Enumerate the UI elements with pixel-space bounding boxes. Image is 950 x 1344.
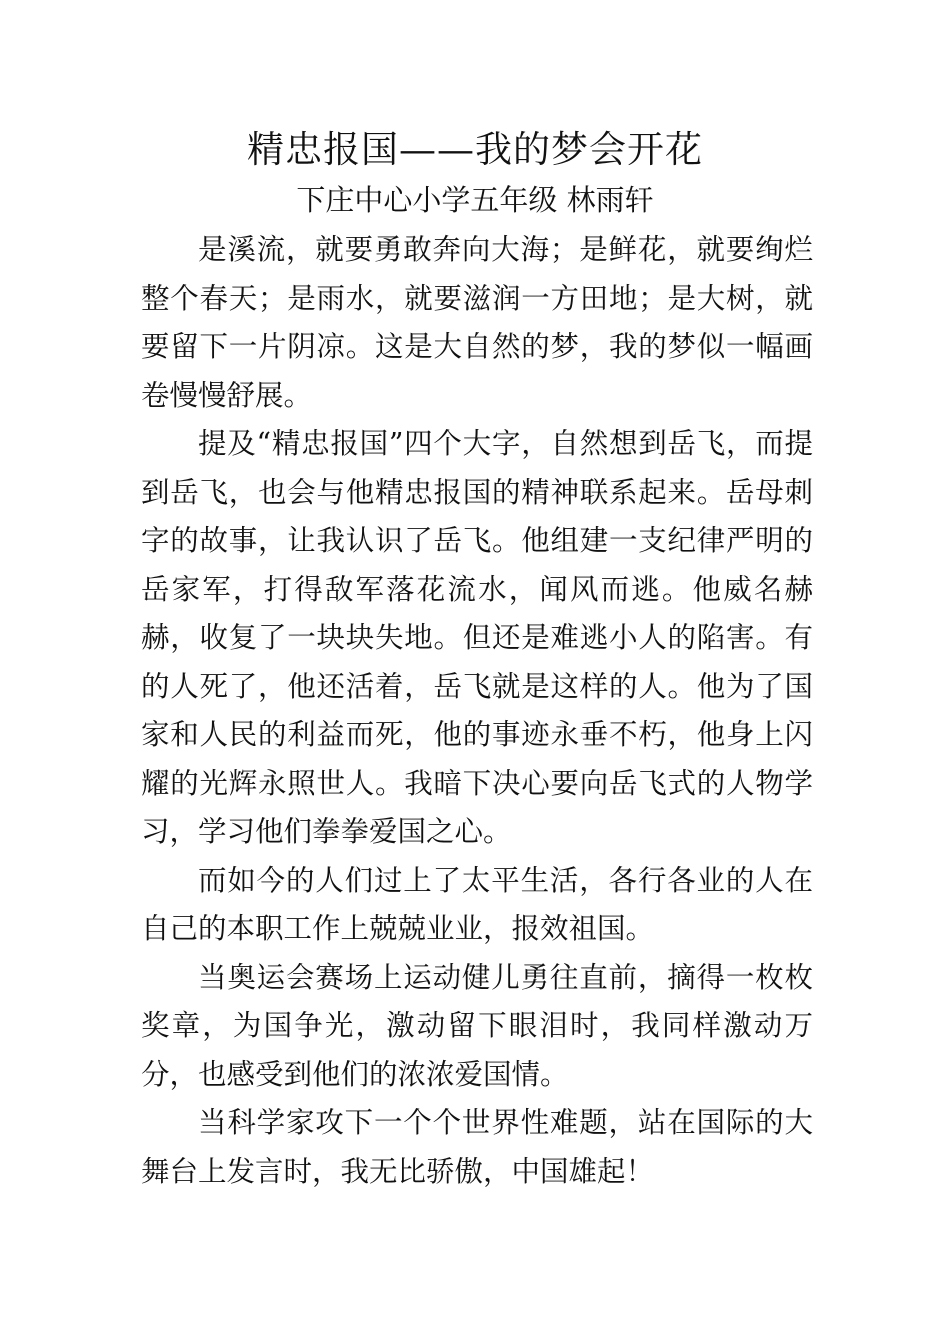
paragraph-2: 提及“精忠报国”四个大字，自然想到岳飞，而提到岳飞，也会与他精忠报国的精神联系起来。岳母刺字的故事，让我认识了岳飞。他组建一支纪律严明的岳家军，打得敌军落花流水，闻风而逃。他威名赫赫，收复了一块块失地。但还是难逃小人的陷害。有的人死了，他还活着，岳飞就是这样的人。他为了国家和人民的利益而死，他的事迹永垂不朽，他身上闪耀的光辉永照世人。我暗下决心要向岳飞式的人物学习，学习他们拳拳爱国之心。 (141, 427, 813, 848)
paragraph-3: 而如今的人们过上了太平生活，各行各业的人在自己的本职工作上兢兢业业，报效祖国。 (141, 863, 813, 945)
document-title: 精忠报国——我的梦会开花 (247, 128, 703, 171)
document-body (141, 226, 813, 1196)
paragraph-5: 当科学家攻下一个个世界性难题，站在国际的大舞台上发言时，我无比骄傲，中国雄起！ (141, 1106, 813, 1188)
paragraph-1: 是溪流，就要勇敢奔向大海；是鲜花，就要绚烂整个春天；是雨水，就要滋润一方田地；是大树，就要留下一片阴凉。这是大自然的梦，我的梦似一幅画卷慢慢舒展。 (141, 233, 813, 412)
document-byline: 下庄中心小学五年级 林雨轩 (296, 183, 654, 217)
paragraph-4: 当奥运会赛场上运动健儿勇往直前，摘得一枚枚奖章，为国争光，激动留下眼泪时，我同样激动万分，也感受到他们的浓浓爱国情。 (141, 960, 813, 1091)
